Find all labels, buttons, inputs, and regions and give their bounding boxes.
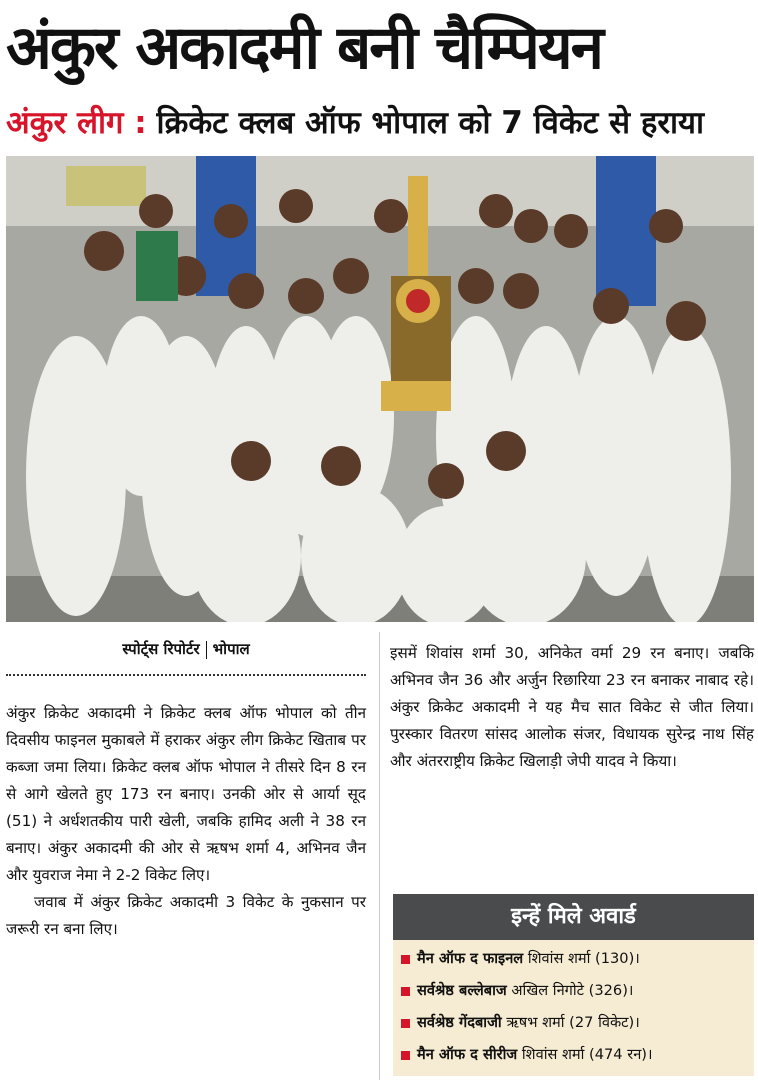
subhead-deck: क्रिकेट क्लब ऑफ भोपाल को 7 विकेट से हराया	[156, 105, 705, 141]
award-value: ऋषभ शर्मा (27 विकेट)।	[506, 1014, 640, 1031]
award-title: मैन ऑफ द सीरीज	[417, 1046, 518, 1063]
award-title: सर्वश्रेष्ठ बल्लेबाज	[417, 982, 507, 999]
headline: अंकुर अकादमी बनी चैम्पियन	[6, 13, 602, 83]
subheadline	[6, 96, 754, 150]
award-item	[401, 944, 751, 974]
award-value: अखिल निगोटे (326)।	[511, 982, 634, 999]
bullet-icon	[401, 1051, 410, 1060]
article-paragraph-2: जवाब में अंकुर क्रिकेट अकादमी 3 विकेट के नुकसान पर जरूरी रन बना लिए।	[6, 893, 366, 938]
award-value: शिवांस शर्मा (130)।	[527, 950, 640, 967]
bullet-icon	[401, 987, 410, 996]
byline-reporter: स्पोर्ट्स रिपोर्टर	[122, 640, 200, 658]
awards-box	[393, 940, 754, 1076]
award-item	[401, 976, 751, 1006]
subhead-kicker: अंकुर लीग :	[6, 105, 147, 141]
byline-city: भोपाल	[212, 640, 250, 658]
article-column-left	[6, 700, 366, 943]
awards-heading: इन्हें मिले अवार्ड	[393, 894, 754, 940]
award-value: शिवांस शर्मा (474 रन)।	[521, 1046, 653, 1063]
byline-dotted-rule	[6, 674, 366, 676]
award-item	[401, 1008, 751, 1038]
article-column-right	[390, 640, 754, 775]
award-item	[401, 1040, 751, 1070]
award-title: मैन ऑफ द फाइनल	[417, 950, 524, 967]
bullet-icon	[401, 955, 410, 964]
column-divider	[379, 632, 380, 1080]
article-paragraph-1: अंकुर क्रिकेट अकादमी ने क्रिकेट क्लब ऑफ भोपाल को तीन दिवसीय फाइनल मुकाबले में हराकर अंकुर लीग क्रिकेट खिताब पर कब्जा जमा लिया। क्रिकेट क्लब ऑफ भोपाल ने तीसरे दिन 8 रन से आगे खेलते हुए 173 रन बनाए। उनकी ओर से आर्या सूद (51) ने अर्धशतकीय पारी खेली, जबकि हामिद अली ने 38 रन बनाए। अंकुर अकादमी की ओर से ऋषभ शर्मा 4, अभिनव जैन और युवराज नेमा ने 2-2 विकेट लिए।	[6, 704, 366, 884]
byline-separator	[206, 641, 207, 659]
article-paragraph-3: इसमें शिवांस शर्मा 30, अनिकेत वर्मा 29 रन बनाए। जबकि अभिनव जैन 36 और अर्जुन रिछारिया 23 रन बनाकर नाबाद रहे। अंकुर क्रिकेट अकादमी ने यह मैच सात विकेट से जीत लिया। पुरस्कार वितरण सांसद आलोक संजर, विधायक सुरेन्द्र नाथ सिंह और अंतरराष्ट्रीय क्रिकेट खिलाड़ी जेपी यादव ने किया।	[390, 644, 754, 770]
team-photo	[6, 156, 754, 622]
team-photo-illustration	[6, 156, 754, 622]
byline	[6, 632, 366, 666]
bullet-icon	[401, 1019, 410, 1028]
award-title: सर्वश्रेष्ठ गेंदबाजी	[417, 1014, 502, 1031]
